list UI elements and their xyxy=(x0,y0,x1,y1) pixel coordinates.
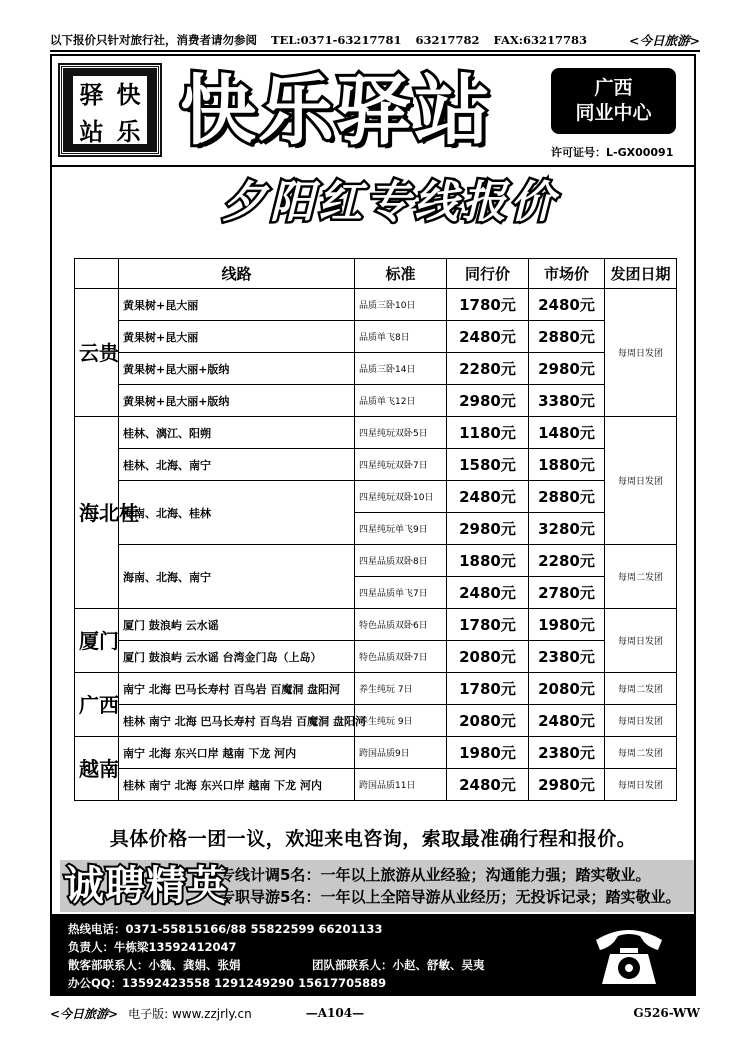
market-price-cell: 2380元 xyxy=(529,641,605,673)
manager-text: 负责人：牛栋梁13592412047 xyxy=(68,940,237,954)
table-row xyxy=(75,769,677,801)
logo-char: 快 xyxy=(116,80,141,109)
page-number: —A104— xyxy=(305,1006,365,1020)
footer-brand: <今日旅游> xyxy=(50,1006,119,1021)
table-row xyxy=(75,481,677,513)
market-price-cell: 3280元 xyxy=(529,513,605,545)
market-price-cell: 2880元 xyxy=(529,481,605,513)
recruit-line: 专职导游5名：一年以上全陪导游从业经历；无投诉记录；踏实敬业。 xyxy=(220,888,681,906)
route-cell: 桂林 南宁 北海 巴马长寿村 百鸟岩 百魔洞 盘阳河 xyxy=(119,705,355,737)
tel-text: TEL:0371-63217781 xyxy=(271,33,402,47)
peer-price-cell: 2480元 xyxy=(447,769,529,801)
brand-text: <今日旅游> xyxy=(629,33,700,48)
market-price-cell: 2080元 xyxy=(529,673,605,705)
route-cell: 桂林、北海、南宁 xyxy=(119,449,355,481)
peer-price-cell: 2980元 xyxy=(447,385,529,417)
table-row xyxy=(75,417,677,449)
standard-cell: 品质单飞8日 xyxy=(355,321,447,353)
standard-cell: 品质单飞12日 xyxy=(355,385,447,417)
group-contact-text: 团队部联系人：小赵、舒敏、吴夷 xyxy=(312,958,485,972)
call-to-action: 具体价格一团一议，欢迎来电咨询，索取最准确行程和报价。 xyxy=(109,828,637,850)
peer-price-cell: 2080元 xyxy=(447,641,529,673)
standard-cell: 养生纯玩 7日 xyxy=(355,673,447,705)
route-cell: 黄果树+昆大丽 xyxy=(119,289,355,321)
market-price-cell: 2880元 xyxy=(529,321,605,353)
route-cell: 黄果树+昆大丽+版纳 xyxy=(119,385,355,417)
route-cell: 桂林 南宁 北海 东兴口岸 越南 下龙 河内 xyxy=(119,769,355,801)
region-haibeigui: 海北桂 xyxy=(75,417,119,609)
peer-price-cell: 2480元 xyxy=(447,321,529,353)
peer-price-cell: 2980元 xyxy=(447,513,529,545)
peer-price-cell: 2480元 xyxy=(447,577,529,609)
header-divider xyxy=(52,165,694,167)
table-row xyxy=(75,321,677,353)
tel2-text: 63217782 xyxy=(415,33,480,47)
page-title: 快乐驿站 xyxy=(180,66,492,155)
schedule-cell: 每周日发团 xyxy=(605,289,677,417)
market-price-cell: 2980元 xyxy=(529,353,605,385)
page-footer xyxy=(50,1003,700,1023)
table-row xyxy=(75,289,677,321)
table-row xyxy=(75,609,677,641)
standard-cell: 四星纯玩双卧10日 xyxy=(355,481,447,513)
table-row xyxy=(75,545,677,577)
header-route: 线路 xyxy=(119,259,355,289)
telephone-icon xyxy=(590,918,668,990)
market-price-cell: 2280元 xyxy=(529,545,605,577)
market-price-cell: 1480元 xyxy=(529,417,605,449)
table-header-row xyxy=(75,259,677,289)
table-row xyxy=(75,673,677,705)
web-edition-link[interactable]: 电子版: www.zzjrly.cn xyxy=(128,1006,252,1021)
logo-char: 乐 xyxy=(116,117,141,146)
table-row xyxy=(75,641,677,673)
region-xiamen: 厦门 xyxy=(75,609,119,673)
peer-price-cell: 2080元 xyxy=(447,705,529,737)
route-cell: 桂林、漓江、阳朔 xyxy=(119,417,355,449)
standard-cell: 品质三卧14日 xyxy=(355,353,447,385)
route-cell: 黄果树+昆大丽+版纳 xyxy=(119,353,355,385)
header-market-price: 市场价 xyxy=(529,259,605,289)
recruit-title: 诚聘精英 xyxy=(64,863,228,909)
standard-cell: 品质三卧10日 xyxy=(355,289,447,321)
peer-price-cell: 1580元 xyxy=(447,449,529,481)
header-peer-price: 同行价 xyxy=(447,259,529,289)
route-cell: 厦门 鼓浪屿 云水谣 xyxy=(119,609,355,641)
standard-cell: 四星纯玩双卧7日 xyxy=(355,449,447,481)
standard-cell: 跨国品质9日 xyxy=(355,737,447,769)
route-cell: 南宁 北海 巴马长寿村 百鸟岩 百魔洞 盘阳河 xyxy=(119,673,355,705)
route-cell: 黄果树+昆大丽 xyxy=(119,321,355,353)
region-yuenan: 越南 xyxy=(75,737,119,801)
schedule-cell: 每周日发团 xyxy=(605,769,677,801)
table-row xyxy=(75,385,677,417)
contact-panel xyxy=(52,914,694,994)
notice-text: 以下报价只针对旅行社，消费者请勿参阅 xyxy=(50,33,257,47)
recruit-banner xyxy=(60,860,694,912)
schedule-cell: 每周日发团 xyxy=(605,705,677,737)
header-schedule: 发团日期 xyxy=(605,259,677,289)
peer-price-cell: 2480元 xyxy=(447,481,529,513)
table-row xyxy=(75,449,677,481)
standard-cell: 四星纯玩双卧5日 xyxy=(355,417,447,449)
schedule-cell: 每周二发团 xyxy=(605,737,677,769)
table-row xyxy=(75,705,677,737)
standard-cell: 养生纯玩 9日 xyxy=(355,705,447,737)
badge-line1: 广西 xyxy=(594,77,633,99)
badge-line2: 同业中心 xyxy=(575,102,652,124)
peer-price-cell: 1780元 xyxy=(447,289,529,321)
peer-price-cell: 1880元 xyxy=(447,545,529,577)
market-price-cell: 2780元 xyxy=(529,577,605,609)
peer-price-cell: 1180元 xyxy=(447,417,529,449)
region-guangxi: 广西 xyxy=(75,673,119,737)
peer-price-cell: 2280元 xyxy=(447,353,529,385)
top-info-bar xyxy=(50,30,700,52)
header-standard: 标准 xyxy=(355,259,447,289)
page-subtitle: 夕阳红专线报价 xyxy=(222,177,558,228)
market-price-cell: 1880元 xyxy=(529,449,605,481)
region-yungui: 云贵 xyxy=(75,289,119,417)
schedule-cell: 每周日发团 xyxy=(605,609,677,673)
market-price-cell: 2980元 xyxy=(529,769,605,801)
hotline-text: 热线电话：0371-55815166/88 55822599 66201133 xyxy=(68,922,383,936)
route-cell: 海南、北海、桂林 xyxy=(119,481,355,545)
schedule-cell: 每周二发团 xyxy=(605,545,677,609)
schedule-cell: 每周二发团 xyxy=(605,673,677,705)
logo-char: 驿 xyxy=(79,80,104,109)
standard-cell: 跨国品质11日 xyxy=(355,769,447,801)
standard-cell: 四星品质双卧8日 xyxy=(355,545,447,577)
table-row xyxy=(75,353,677,385)
license-number: 许可证号：L-GX00091 xyxy=(551,146,674,159)
route-cell: 海南、北海、南宁 xyxy=(119,545,355,609)
market-price-cell: 2380元 xyxy=(529,737,605,769)
price-table xyxy=(74,258,677,801)
market-price-cell: 3380元 xyxy=(529,385,605,417)
route-cell: 南宁 北海 东兴口岸 越南 下龙 河内 xyxy=(119,737,355,769)
region-badge xyxy=(551,68,676,134)
table-row xyxy=(75,737,677,769)
route-cell: 厦门 鼓浪屿 云水谣 台湾金门岛（上岛） xyxy=(119,641,355,673)
schedule-cell: 每周日发团 xyxy=(605,417,677,545)
logo-char: 站 xyxy=(79,117,104,146)
footer-code: G526-WW xyxy=(633,1006,700,1020)
qq-text: 办公QQ：13592423558 1291249290 15617705889 xyxy=(68,976,387,990)
header-blank xyxy=(75,259,119,289)
peer-price-cell: 1780元 xyxy=(447,609,529,641)
standard-cell: 特色品质双卧6日 xyxy=(355,609,447,641)
peer-price-cell: 1980元 xyxy=(447,737,529,769)
peer-price-cell: 1780元 xyxy=(447,673,529,705)
market-price-cell: 2480元 xyxy=(529,289,605,321)
retail-contact-text: 散客部联系人：小魏、龚娟、张娟 xyxy=(68,958,241,972)
fax-text: FAX:63217783 xyxy=(493,33,588,47)
standard-cell: 特色品质双卧7日 xyxy=(355,641,447,673)
standard-cell: 四星品质单飞7日 xyxy=(355,577,447,609)
market-price-cell: 1980元 xyxy=(529,609,605,641)
recruit-line: 专线计调5名：一年以上旅游从业经验；沟通能力强；踏实敬业。 xyxy=(220,866,651,884)
standard-cell: 四星纯玩单飞9日 xyxy=(355,513,447,545)
market-price-cell: 2480元 xyxy=(529,705,605,737)
logo xyxy=(60,65,160,155)
